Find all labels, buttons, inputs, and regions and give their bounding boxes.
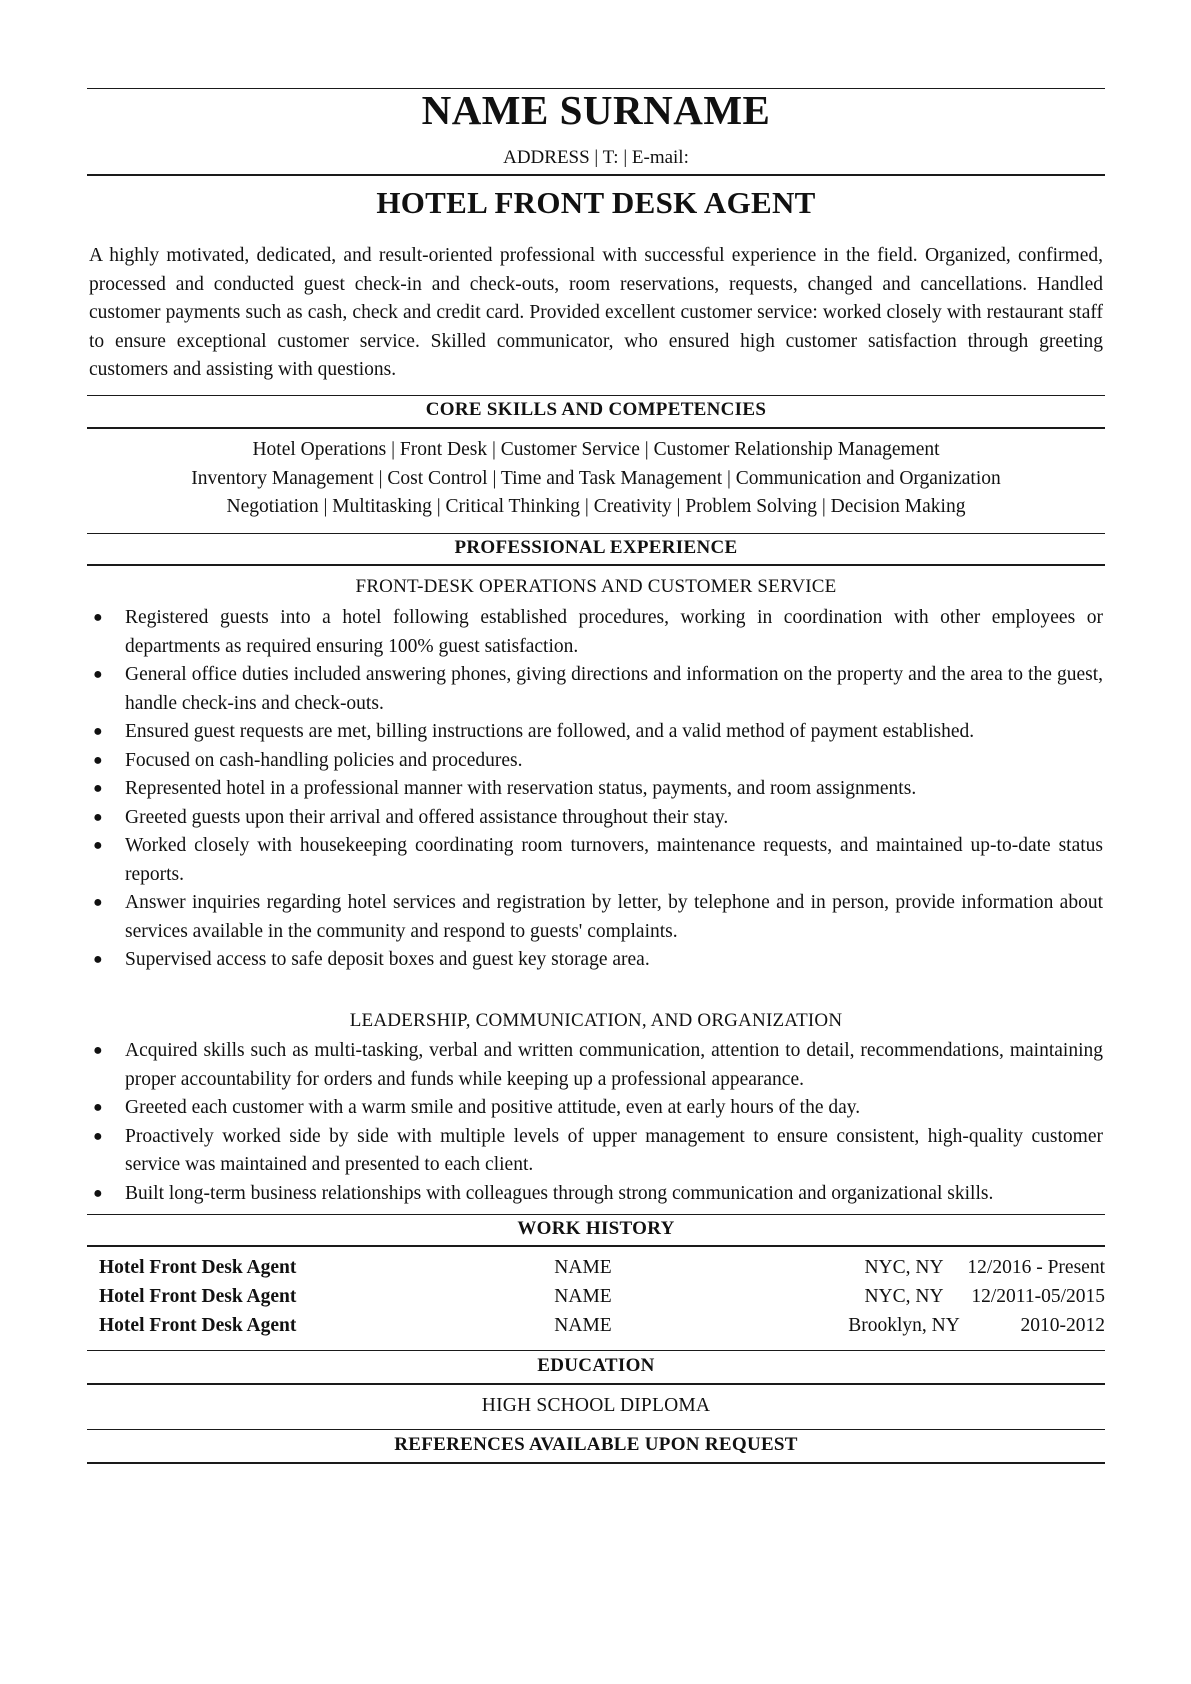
table-row xyxy=(99,1257,1105,1285)
experience-bullet-list xyxy=(89,604,1103,975)
experience-bullet-list xyxy=(89,1037,1103,1208)
work-history-bottom-rule xyxy=(87,1245,1105,1247)
references-bottom-rule xyxy=(87,1462,1105,1464)
work-company: NAME xyxy=(554,1257,612,1278)
bullet-text: General office duties included answering phones, giving directions and information on the property and the area to the guest, handle check-ins and check-outs. xyxy=(125,664,1103,714)
bullet-icon: ● xyxy=(93,666,103,683)
education-bottom-rule xyxy=(87,1383,1105,1385)
experience-group-title: LEADERSHIP, COMMUNICATION, AND ORGANIZATION xyxy=(349,1010,843,1031)
skills-line: Negotiation | Multitasking | Critical Thinking | Creativity | Problem Solving | Decision Making xyxy=(226,496,966,517)
skills-heading: CORE SKILLS AND COMPETENCIES xyxy=(425,399,767,420)
list-item xyxy=(89,747,1103,776)
skills-line: Inventory Management | Cost Control | Time and Task Management | Communication and Organization xyxy=(191,467,1001,489)
skills-line: Hotel Operations | Front Desk | Customer Service | Customer Relationship Management xyxy=(252,439,940,460)
bullet-icon: ● xyxy=(93,837,103,854)
skills-top-rule xyxy=(87,395,1105,396)
work-role: Hotel Front Desk Agent xyxy=(99,1257,297,1278)
list-item xyxy=(89,1094,1103,1123)
references-top-rule xyxy=(87,1429,1105,1430)
list-item xyxy=(89,1037,1103,1094)
bullet-text: Answer inquiries regarding hotel services and registration by letter, by telephone and in person, provide information about services available in the community and respond to guests' complaints. xyxy=(125,892,1103,942)
list-item xyxy=(89,889,1103,946)
experience-heading: PROFESSIONAL EXPERIENCE xyxy=(454,537,738,558)
list-item xyxy=(89,775,1103,804)
bullet-icon: ● xyxy=(93,1184,103,1202)
bullet-icon: ● xyxy=(93,1099,103,1116)
education-degree: HIGH SCHOOL DIPLOMA xyxy=(481,1395,711,1416)
experience-top-rule xyxy=(87,533,1105,534)
list-item xyxy=(89,604,1103,661)
bullet-icon: ● xyxy=(93,951,103,968)
bullet-icon: ● xyxy=(93,1127,103,1145)
education-heading: EDUCATION xyxy=(537,1355,655,1376)
bullet-icon: ● xyxy=(93,723,103,740)
references-note: REFERENCES AVAILABLE UPON REQUEST xyxy=(394,1434,798,1455)
bullet-text: Built long-term business relationships with colleagues through strong communication and organizational skills. xyxy=(125,1182,994,1204)
work-dates: 12/2011-05/2015 xyxy=(971,1286,1105,1307)
list-item xyxy=(89,661,1103,718)
list-item xyxy=(89,946,1103,975)
work-location: Brooklyn, NY xyxy=(848,1315,960,1336)
bullet-text: Represented hotel in a professional manner with reservation status, payments, and room assignments. xyxy=(125,778,917,799)
bullet-icon: ● xyxy=(93,1042,103,1059)
bullet-text: Greeted each customer with a warm smile and positive attitude, even at early hours of the day. xyxy=(125,1097,861,1118)
bullet-text: Proactively worked side by side with multiple levels of upper management to ensure consistent, high-quality customer service was maintained and presented to each client. xyxy=(125,1125,1103,1175)
applicant-name: NAME SURNAME xyxy=(421,87,771,133)
work-location: NYC, NY xyxy=(864,1286,944,1307)
bullet-text: Greeted guests upon their arrival and offered assistance throughout their stay. xyxy=(125,806,729,828)
list-item xyxy=(89,1180,1103,1209)
list-item xyxy=(89,718,1103,747)
work-dates: 2010-2012 xyxy=(1020,1315,1105,1336)
work-company: NAME xyxy=(554,1286,612,1307)
skills-bottom-rule xyxy=(87,427,1105,429)
work-location: NYC, NY xyxy=(864,1257,944,1278)
bullet-icon: ● xyxy=(93,894,103,911)
bullet-text: Supervised access to safe deposit boxes and guest key storage area. xyxy=(125,949,650,970)
contact-line: ADDRESS | T: | E-mail: xyxy=(503,147,689,168)
work-company: NAME xyxy=(554,1315,612,1336)
table-row xyxy=(99,1315,1105,1343)
experience-group-title: FRONT-DESK OPERATIONS AND CUSTOMER SERVICE xyxy=(355,576,837,597)
bullet-icon: ● xyxy=(93,808,103,826)
experience-bottom-rule xyxy=(87,564,1105,566)
bullet-text: Registered guests into a hotel following established procedures, working in coordination with other employees or departments as required ensuring 100% guest satisfaction. xyxy=(125,607,1103,657)
header-bottom-rule xyxy=(87,174,1105,176)
bullet-text: Worked closely with housekeeping coordinating room turnovers, maintenance requests, and maintained up-to-date status reports. xyxy=(125,835,1103,885)
professional-summary: A highly motivated, dedicated, and result-oriented professional with successful experience in the field. Organized, confirmed, processed and conducted guest check-in and check-outs, room reservations, requests, changed and cancellations. Handled customer payments such as cash, check and credit card. Provided excellent customer service: worked closely with restaurant staff to ensure exceptional customer service. Skilled communicator, who ensured high customer satisfaction through greeting customers and assisting with questions. xyxy=(89,245,1103,380)
bullet-text: Ensured guest requests are met, billing instructions are followed, and a valid method of payment established. xyxy=(125,721,975,742)
work-history-top-rule xyxy=(87,1214,1105,1215)
bullet-icon: ● xyxy=(93,780,103,797)
work-dates: 12/2016 - Present xyxy=(967,1257,1105,1278)
bullet-icon: ● xyxy=(93,751,103,769)
work-role: Hotel Front Desk Agent xyxy=(99,1286,297,1307)
work-history-heading: WORK HISTORY xyxy=(517,1218,675,1239)
list-item xyxy=(89,832,1103,889)
list-item xyxy=(89,804,1103,833)
education-top-rule xyxy=(87,1350,1105,1351)
bullet-text: Acquired skills such as multi-tasking, verbal and written communication, attention to detail, recommendations, maintaining proper accountability for orders and funds while keeping up a professional appearance. xyxy=(125,1040,1103,1090)
job-title: HOTEL FRONT DESK AGENT xyxy=(376,185,816,220)
skills-list xyxy=(87,436,1105,522)
bullet-icon: ● xyxy=(93,609,103,626)
work-role: Hotel Front Desk Agent xyxy=(99,1315,297,1336)
list-item xyxy=(89,1123,1103,1180)
bullet-text: Focused on cash-handling policies and procedures. xyxy=(125,749,523,771)
table-row xyxy=(99,1286,1105,1314)
